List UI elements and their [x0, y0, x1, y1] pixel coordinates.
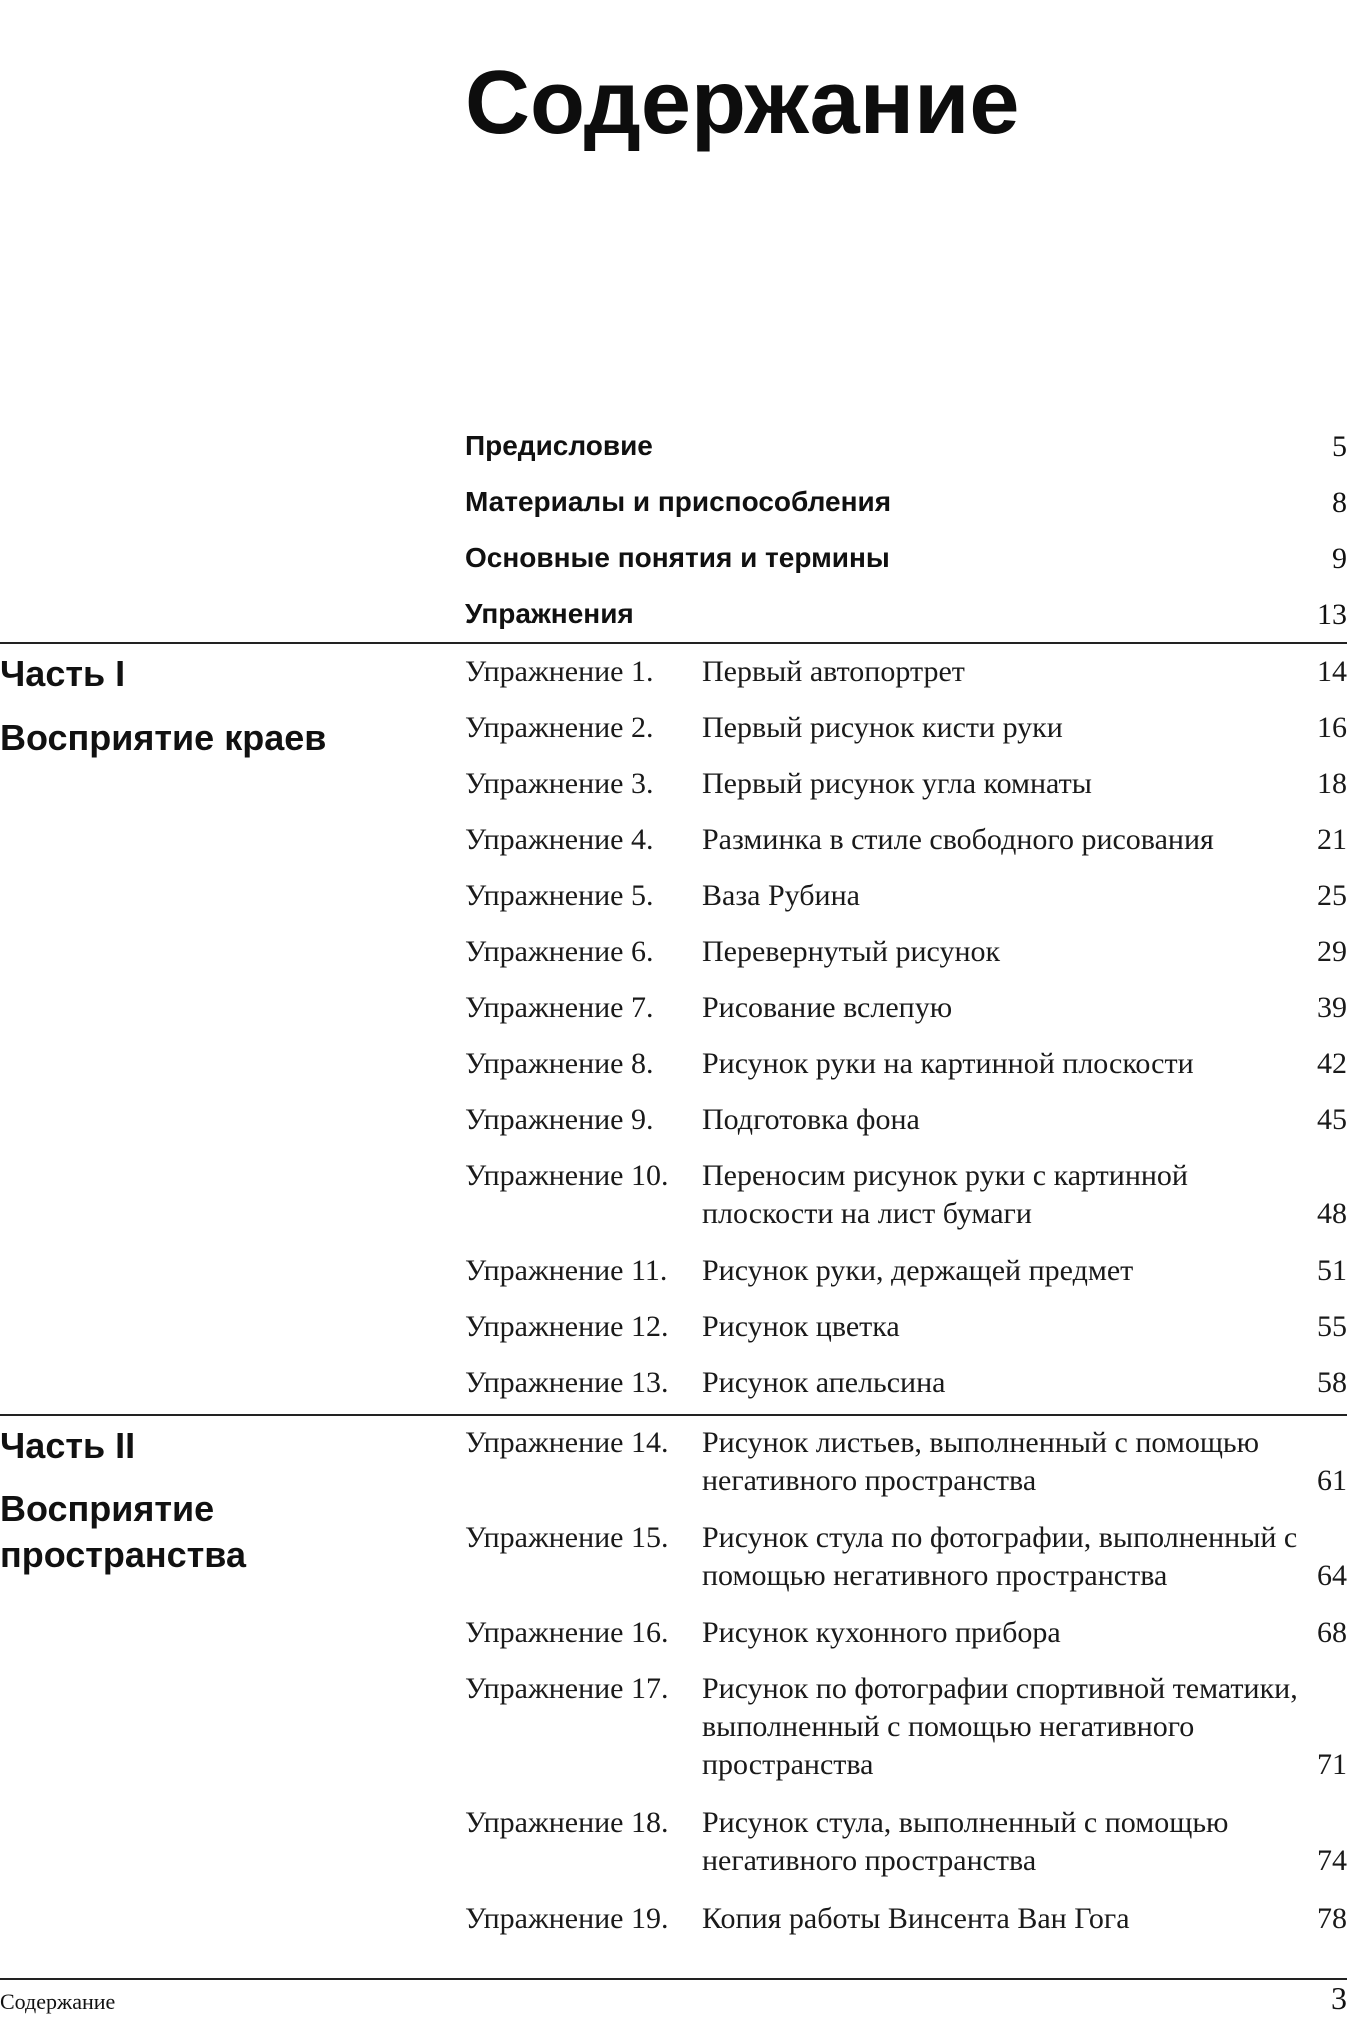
exercise-title[interactable]: Перевернутый рисунок — [702, 935, 1001, 968]
exercise-title[interactable]: Разминка в стиле свободного рисования — [702, 823, 1214, 856]
exercise-title[interactable]: Рисунок апельсина — [702, 1366, 946, 1399]
exercise-title[interactable]: Первый автопортрет — [702, 655, 965, 688]
exercise-title[interactable]: Рисунок стула по фотографии, выполненный с помощью негативного пространства — [702, 1521, 1298, 1592]
exercise-label: Упражнение 1. — [465, 655, 654, 688]
exercise-page: 78 — [1317, 1902, 1347, 1935]
toc-entry-page: 9 — [1332, 542, 1347, 575]
page-title: Содержание — [465, 53, 1020, 154]
exercise-label: Упражнение 17. — [465, 1672, 669, 1705]
exercise-page: 21 — [1317, 823, 1347, 856]
exercise-page: 48 — [1317, 1197, 1347, 1230]
exercise-label: Упражнение 2. — [465, 711, 654, 744]
exercise-title[interactable]: Рисунок по фотографии спортивной тематики, выполненный с помощью негативного пространства — [702, 1672, 1298, 1781]
exercise-title[interactable]: Рисунок руки, держащей предмет — [702, 1254, 1134, 1287]
toc-entry-label[interactable]: Предисловие — [465, 430, 653, 461]
exercise-page: 16 — [1317, 711, 1347, 744]
exercise-label: Упражнение 5. — [465, 879, 654, 912]
part-number: Часть I — [0, 653, 126, 694]
exercise-page: 29 — [1317, 935, 1347, 968]
exercise-label: Упражнение 15. — [465, 1521, 669, 1554]
exercise-title[interactable]: Рисунок руки на картинной плоскости — [702, 1047, 1194, 1080]
exercise-page: 14 — [1317, 655, 1347, 688]
toc-entry-page: 8 — [1332, 486, 1347, 519]
toc-entry-label[interactable]: Упражнения — [465, 598, 634, 629]
exercise-label: Упражнение 11. — [465, 1254, 668, 1287]
footer-divider — [0, 1978, 1347, 1980]
toc-entry-page: 13 — [1317, 598, 1347, 631]
exercise-label: Упражнение 6. — [465, 935, 654, 968]
toc-entry-page: 5 — [1332, 430, 1347, 463]
exercise-title[interactable]: Рисунок стула, выполненный с помощью негативного пространства — [702, 1806, 1229, 1877]
exercise-page: 55 — [1317, 1310, 1347, 1343]
exercise-label: Упражнение 7. — [465, 991, 654, 1024]
exercise-label: Упражнение 19. — [465, 1902, 669, 1935]
exercise-page: 18 — [1317, 767, 1347, 800]
exercise-title[interactable]: Первый рисунок кисти руки — [702, 711, 1063, 744]
exercise-title[interactable]: Рисунок листьев, выполненный с помощью негативного пространства — [702, 1426, 1260, 1497]
part-title: пространства — [0, 1534, 246, 1575]
part-title: Восприятие — [0, 1488, 215, 1529]
exercise-title[interactable]: Переносим рисунок руки с картинной плоскости на лист бумаги — [702, 1159, 1188, 1230]
exercise-label: Упражнение 13. — [465, 1366, 669, 1399]
exercise-page: 45 — [1317, 1103, 1347, 1136]
exercise-title[interactable]: Рисунок цветка — [702, 1310, 900, 1343]
exercise-page: 51 — [1317, 1254, 1347, 1287]
exercise-title[interactable]: Первый рисунок угла комнаты — [702, 767, 1092, 800]
exercise-label: Упражнение 14. — [465, 1426, 669, 1459]
toc-entry-label[interactable]: Материалы и приспособления — [465, 486, 892, 517]
exercise-page: 68 — [1317, 1616, 1347, 1649]
running-footer-section: Содержание — [0, 1989, 116, 2014]
part-title: Восприятие краев — [0, 717, 327, 758]
exercise-title[interactable]: Подготовка фона — [702, 1103, 920, 1136]
exercise-label: Упражнение 9. — [465, 1103, 654, 1136]
exercise-page: 25 — [1317, 879, 1347, 912]
exercise-title[interactable]: Рисование вслепую — [702, 991, 953, 1024]
exercise-page: 58 — [1317, 1366, 1347, 1399]
exercise-label: Упражнение 8. — [465, 1047, 654, 1080]
exercise-label: Упражнение 16. — [465, 1616, 669, 1649]
exercise-page: 74 — [1317, 1844, 1347, 1877]
part-number: Часть II — [0, 1425, 136, 1466]
exercise-label: Упражнение 10. — [465, 1159, 669, 1192]
exercise-label: Упражнение 18. — [465, 1806, 669, 1839]
exercise-label: Упражнение 3. — [465, 767, 654, 800]
section-divider — [0, 1414, 1347, 1416]
exercise-page: 64 — [1317, 1559, 1347, 1592]
toc-entry-label[interactable]: Основные понятия и термины — [465, 542, 890, 573]
exercise-page: 42 — [1317, 1047, 1347, 1080]
exercise-title[interactable]: Копия работы Винсента Ван Гога — [702, 1902, 1130, 1935]
exercise-label: Упражнение 4. — [465, 823, 654, 856]
page-number: 3 — [1331, 1980, 1347, 2016]
exercise-page: 39 — [1317, 991, 1347, 1024]
section-divider — [0, 642, 1347, 644]
exercise-title[interactable]: Ваза Рубина — [702, 879, 860, 912]
exercise-page: 71 — [1317, 1748, 1347, 1781]
exercise-page: 61 — [1317, 1464, 1347, 1497]
exercise-title[interactable]: Рисунок кухонного прибора — [702, 1616, 1061, 1649]
exercise-label: Упражнение 12. — [465, 1310, 669, 1343]
